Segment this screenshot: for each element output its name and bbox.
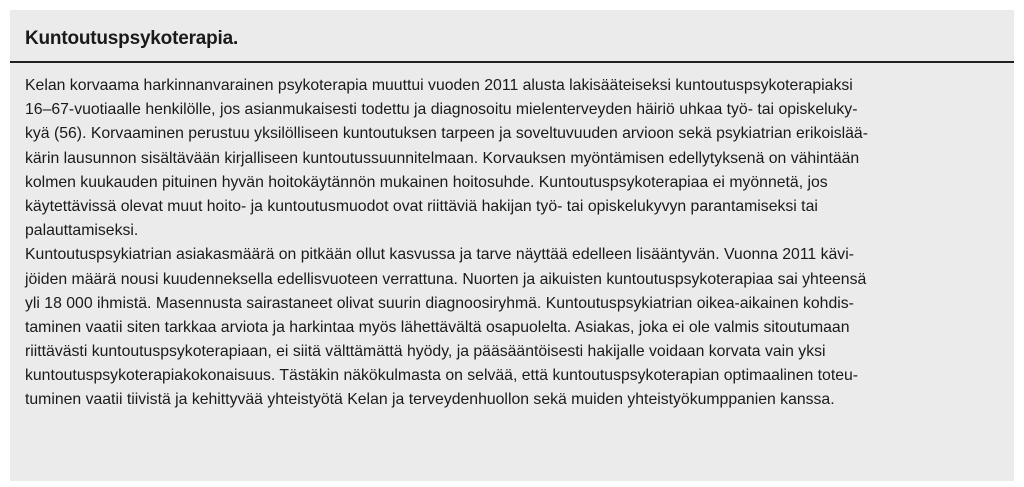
body-line: Kelan korvaama harkinnanvarainen psykoterapia muuttui vuoden 2011 alusta lakisääteiseksi kuntoutuspsykoterapiaksi [25, 77, 853, 94]
body-line: taminen vaatii siten tarkkaa arviota ja harkintaa myös lähettävältä osapuolelta. Asiakas, joka ei ole valmis sitoutumaan [25, 318, 850, 336]
body-line: yli 18 000 ihmistä. Masennusta sairastaneet olivat suurin diagnoosiryhmä. Kuntoutuspsykiatrian oikea-aikainen kohdis- [25, 294, 854, 312]
body-line: käytettävissä olevat muut hoito- ja kuntoutusmuodot ovat riittäviä hakijan työ- tai opiskelukyvyn parantamiseksi tai [25, 197, 818, 215]
body-line: kärin lausunnon sisältävään kirjalliseen kuntoutussuunnitelmaan. Korvauksen myöntämisen edellytyksenä on vähintään [25, 149, 860, 167]
box-body [25, 74, 1010, 413]
body-line: riittävästi kuntoutuspsykoterapiaan, ei siitä välttämättä hyödy, ja pääsääntöisesti hakijalle voidaan korvata vain yksi [25, 343, 826, 361]
body-line: Kuntoutuspsykiatrian asiakasmäärä on pitkään ollut kasvussa ja tarve näyttää edelleen lisääntyvän. Vuonna 2011 kävi- [25, 246, 854, 264]
body-line: palauttamiseksi. [25, 222, 139, 240]
box-title: Kuntoutuspsykoterapia. [25, 28, 239, 49]
body-line: jöiden määrä nousi kuudenneksella edellisvuoteen verrattuna. Nuorten ja aikuisten kuntoutuspsykoterapiaa sai yhteensä [25, 270, 867, 288]
body-line: 16–67-vuotiaalle henkilölle, jos asianmukaisesti todettu ja diagnosoitu mielenterveyden häiriö uhkaa työ- tai opiskeluky- [25, 101, 858, 119]
info-box [10, 10, 1014, 481]
title-divider [10, 61, 1014, 63]
body-line: kyä (56). Korvaaminen perustuu yksilölliseen kuntoutuksen tarpeen ja soveltuvuuden arvioon sekä psykiatrian erikoislää- [25, 125, 868, 143]
body-line: kolmen kuukauden pituinen hyvän hoitokäytännön mukainen hoitosuhde. Kuntoutuspsykoterapiaa ei myönnetä, jos [25, 173, 828, 191]
body-line: tuminen vaatii tiivistä ja kehittyvää yhteistyötä Kelan ja terveydenhuollon sekä muiden yhteistyökumppanien kanssa. [25, 391, 835, 409]
body-line: kuntoutuspsykoterapiakokonaisuus. Tästäkin näkökulmasta on selvää, että kuntoutuspsykoterapian optimaalinen toteu- [25, 367, 859, 385]
